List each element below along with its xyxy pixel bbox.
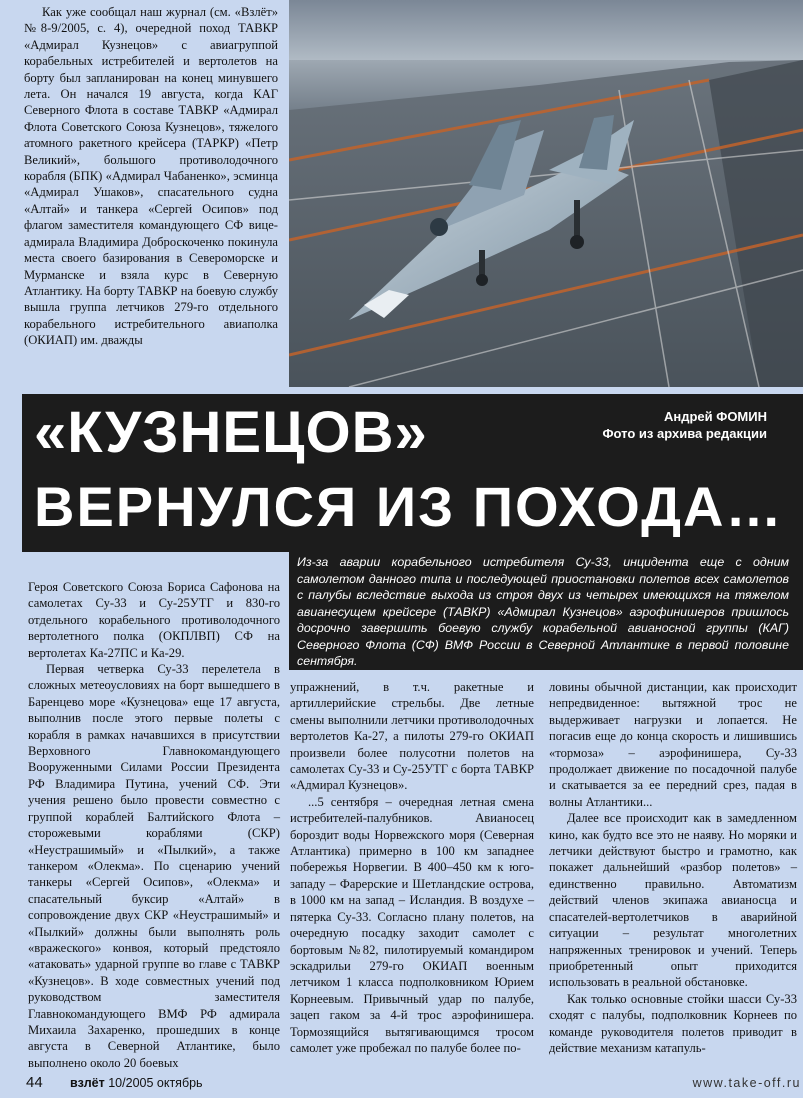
paragraph: Далее все происходит как в замедленном кино, как будто все это не наяву. Но моряки и летчики действуют быстро и грамотно, как покажет дальнейший «разбор полетов» – единственно правильно. Автоматизм действий членов экипажа авианосца и спасателей-вертолетчиков в аварийной ситуации – результат многолетних напряженных тренировок и учений. Теперь приобретенный опыт приходится использовать в реальной обстановке. [549, 811, 797, 990]
page-number: 44 [26, 1074, 43, 1091]
paragraph: ...5 сентября – очередная летная смена истребителей-палубников. Авианосец бороздит воды Норвежского моря (Северная Атлантика) примерно в 100 км западнее побережья Норвегии. В 400–450 км к юго-западу – Фарерские и Шетландские острова, в 1000 км на запад – Исландия. В воздухе – пятерка Су-33. Согласно плану полетов, на очередную посадку заходит самолет с бортовым №82, пилотируемый командиром эскадрильи 279-го ОКИАП военным летчиком 1 класса подполковником Юрием Корнеевым. Привычный удар по палубе, зацеп гаком за 4-й трос аэрофинишера. Тормозящийся вытягивающимся тросом самолет уже пробежал по палубе более по- [290, 794, 534, 1055]
paragraph: Героя Советского Союза Бориса Сафонова на самолетах Су-33 и Су-25УТГ и 830-го отдельного корабельного противолодочного вертолетного полка (ОКПЛВП) СФ на вертолетах Ка-27ПС и Ка-29. [28, 580, 280, 660]
lead-paragraph: Из-за аварии корабельного истребителя Су-33, инцидента еще с одним самолетом данного типа и последующей приостановки полетов всех самолетов с палубы вследствие выхода из строя двух из четырех имеющихся на тяжелом авианесущем крейсере (ТАВКР) «Адмирал Кузнецов» аэрофинишеров пришлось досрочно завершить боевую службу корабельной авианосной группы (КАГ) Северного Флота (СФ) ВМФ России в Северной Атлантике в первой половине сентября. [289, 552, 803, 670]
body-column-1 [28, 579, 280, 1071]
author-name: Андрей ФОМИН [663, 409, 767, 424]
body-column-2 [290, 679, 534, 1056]
paragraph: Как только основные стойки шасси Су-33 сходят с палубы, подполковник Корнеев по команде руководителя полетов приводит в действие механизм катапуль- [549, 991, 797, 1055]
intro-column [24, 4, 278, 349]
title-block [22, 394, 803, 552]
headline-line-1: «КУЗНЕЦОВ» [34, 400, 428, 465]
headline-line-2: ВЕРНУЛСЯ ИЗ ПОХОДА… [34, 475, 784, 538]
su-33-deck-photo [289, 0, 803, 387]
byline [602, 408, 767, 442]
paragraph: упражнений, в т.ч. ракетные и артиллерийские стрельбы. Две летные смены выполнили летчики противолодочных вертолетов Ка-27, а пилоты 279-го ОКИАП произвели более полусотни полетов на самолетах Су-33 и Су-25УТГ с борта ТАВКР «Адмирал Кузнецов». [290, 680, 534, 793]
magazine-name: взлёт [70, 1076, 105, 1090]
paragraph: Первая четверка Су-33 перелетела в сложных метеоусловиях на борт вышедшего в Баренцево море «Кузнецова» еще 17 августа, выполнив после этого первые полеты с корабля в рамках начавшихся в присутствии Верховного Главнокомандующего Вооруженными Силами России Президента РФ Владимира Путина, учений СФ. Эти учения решено было провести совместно с группой кораблей Балтийского Флота – сторожевыми кораблями (СКР) «Неустрашимый» и «Пылкий», а также танкером «Олекма». По сценарию учений танкеры «Сергей Осипов», «Олекма» и спасательный буксир «Алтай» в сопровождение двух СКР «Неустрашимый» и «Пылкий» должны были выполнять роль «вражеского» конвоя, который предстояло «атаковать» ударной группе во главе с ТАВКР «Кузнецов». В ходе совместных учений под руководством заместителя Главнокомандующего ВМФ РФ адмирала Михаила Захаренко, прошедших в конце августа в Северной Атлантике, было выполнено около 20 боевых [28, 662, 280, 1070]
intro-paragraph: Как уже сообщал наш журнал (см. «Взлёт» №8-9/2005, с. 4), очередной поход ТАВКР «Адмирал Кузнецов» с авиагруппой корабельных истребителей и вертолетов на борту был запланирован на конец минувшего лета. Он начался 19 августа, когда КАГ Северного Флота в составе ТАВКР «Адмирал Флота Советского Союза Кузнецов», тяжелого атомного ракетного крейсера (ТАРКР) «Петр Великий», большого противолодочного корабля (БПК) «Адмирал Чабаненко», эсминца «Адмирал Ушаков», спасательного судна «Алтай» и танкера «Сергей Осипов» под флагом заместителя командующего СФ вице-адмирала Владимира Доброскоченко покинула места своего базирования в Североморске и Мурманске и взяла курс в Северную Атлантику. На борту ТАВКР на боевую службу вышла группа летчиков 279-го отдельного корабельного истребительного авиаполка (ОКИАП) им. дважды [24, 5, 278, 348]
photo-credit: Фото из архива редакции [602, 426, 767, 441]
aircraft-carrier-deck-image [289, 0, 803, 387]
magazine-footer [70, 1076, 203, 1090]
body-column-3 [549, 679, 797, 1056]
paragraph: ловины обычной дистанции, как происходит непредвиденное: вытяжной трос не выдерживает нагрузки и лопается. Не погасив еще до конца скорость и лишившись «тормоза» – аэрофинишера, Су-33 продолжает движение по посадочной палубе и скатывается за ее передний срез, падая в волны Атлантики... [549, 680, 797, 809]
issue-label: 10/2005 октябрь [108, 1076, 203, 1090]
website-link[interactable]: www.take-off.ru [692, 1076, 801, 1090]
